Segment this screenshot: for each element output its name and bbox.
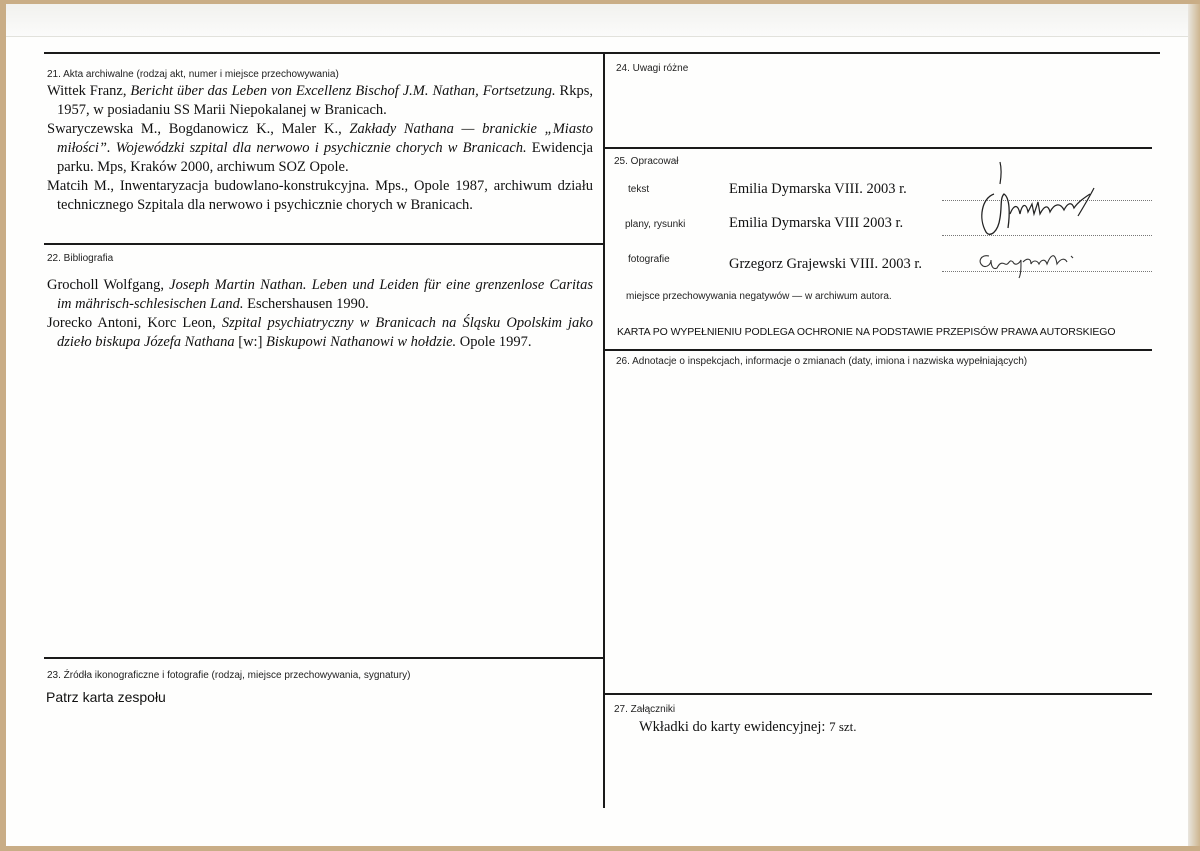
author-row-value-photos: Grzegorz Grajewski VIII. 2003 r.: [729, 256, 923, 272]
section-24-title: 24. Uwagi różne: [616, 63, 689, 74]
signature-grajewski: [975, 244, 1085, 284]
section-22-entries: [47, 276, 593, 352]
section-27-title: 27. Załączniki: [614, 704, 676, 715]
negatives-location: miejsce przechowywania negatywów — w archiwum autora.: [626, 291, 892, 302]
attachments-count: 7 szt.: [829, 719, 857, 734]
rule-26-27: [605, 693, 1152, 695]
rule-25-26: [605, 349, 1152, 351]
attachments-label: Wkładki do karty ewidencyjnej:: [639, 719, 830, 735]
rule-22-23: [44, 657, 605, 659]
scan-top-strip: [6, 4, 1190, 37]
author-row-label-plans: plany, rysunki: [625, 219, 686, 230]
archive-entry-3: Matcih M., Inwentaryzacja budowlano-konstrukcyjna. Mps., Opole 1987, archiwum działu technicznego Szpitala dla nerwowo i psychicznie chorych w Branicach.: [47, 178, 593, 213]
top-rule: [44, 52, 1160, 54]
section-23-title: 23. Źródła ikonograficzne i fotografie (rodzaj, miejsce przechowywania, sygnatury): [47, 670, 411, 681]
section-21-title: 21. Akta archiwalne (rodzaj akt, numer i miejsce przechowywania): [47, 69, 339, 80]
bibliography-entry-1: Grocholl Wolfgang, Joseph Martin Nathan. Leben und Leiden für eine grenzenlose Caritas im mährisch-schlesischen Land. Eschershausen 1990.: [47, 277, 593, 312]
author-row-label-text: tekst: [628, 184, 650, 195]
section-22-title: 22. Bibliografia: [47, 253, 114, 264]
author-row-label-photos: fotografie: [628, 254, 670, 265]
copyright-notice: KARTA PO WYPEŁNIENIU PODLEGA OCHRONIE NA PODSTAWIE PRZEPISÓW PRAWA AUTORSKIEGO: [617, 326, 1116, 338]
author-row-value-text: Emilia Dymarska VIII. 2003 r.: [729, 181, 907, 197]
section-21-entries: [47, 82, 593, 215]
author-row-value-plans: Emilia Dymarska VIII 2003 r.: [729, 215, 904, 231]
section-27-value: [639, 719, 857, 736]
rule-24-25: [605, 147, 1152, 149]
bibliography-entry-2: Jorecko Antoni, Korc Leon, Szpital psychiatryczny w Branicach na Śląsku Opolskim jako dzieło biskupa Józefa Nathana [w:] Biskupowi Nathanowi w hołdzie. Opole 1997.: [47, 315, 593, 350]
signature-dymarska: [960, 158, 1110, 244]
archive-entry-2: Swaryczewska M., Bogdanowicz K., Maler K., Zakłady Nathana — branickie „Miasto miłości”. Wojewódzki szpital dla nerwowo i psychicznie chorych w Branicach. Ewidencja parku. Mps, Kraków 2000, archiwum SOZ Opole.: [47, 121, 593, 175]
section-23-value: Patrz karta zespołu: [46, 689, 166, 705]
scan-right-edge: [1188, 4, 1200, 846]
section-25-title: 25. Opracował: [614, 156, 679, 167]
archive-entry-1: Wittek Franz, Bericht über das Leben von Excellenz Bischof J.M. Nathan, Fortsetzung. Rkps, 1957, w posiadaniu SS Marii Niepokalanej w Branicach.: [47, 83, 593, 118]
rule-21-22: [44, 243, 605, 245]
section-26-title: 26. Adnotacje o inspekcjach, informacje o zmianach (daty, imiona i nazwiska wypełniających): [616, 356, 1028, 367]
